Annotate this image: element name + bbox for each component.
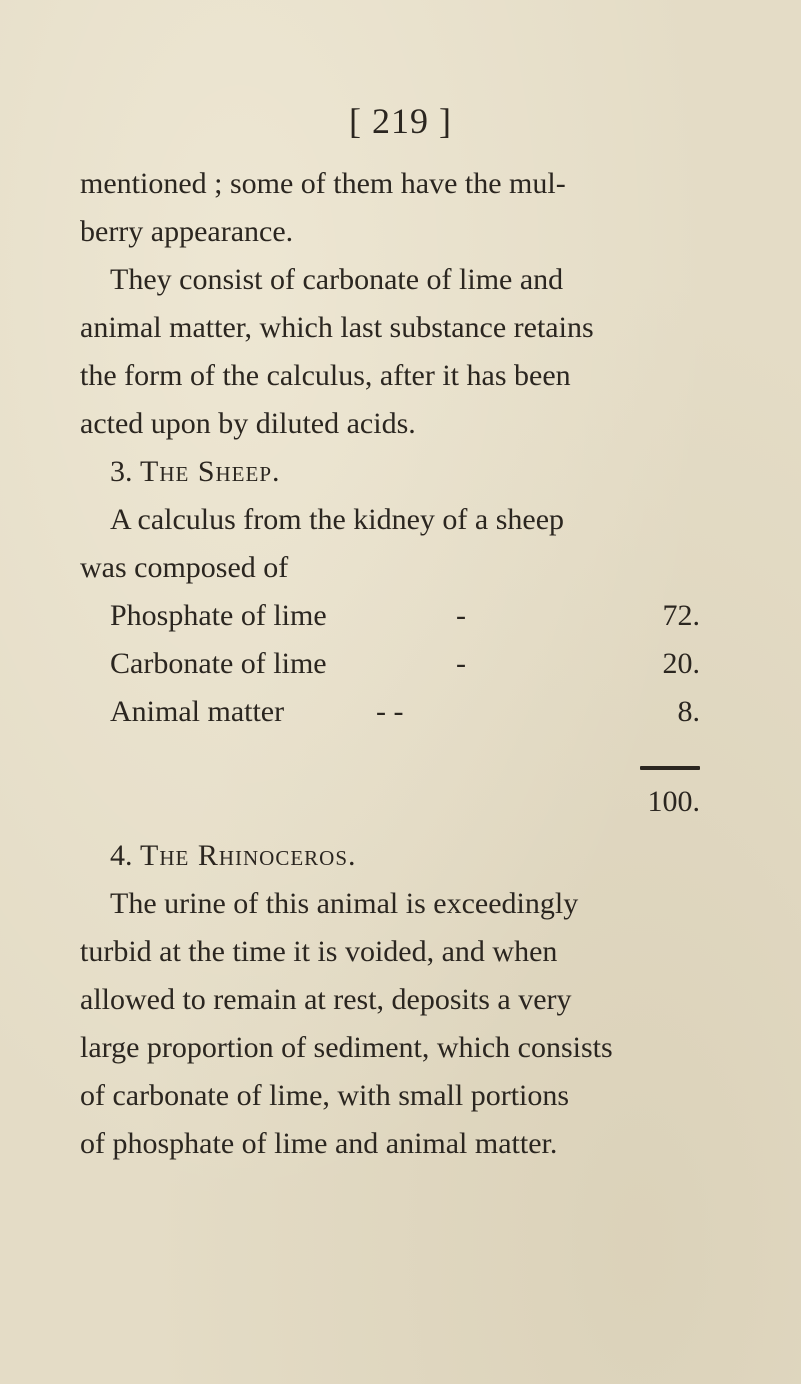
component-label: Animal matter: [110, 695, 285, 728]
sum-rule: [640, 766, 700, 770]
component-value: 8.: [677, 695, 700, 728]
total-value: 100.: [647, 785, 700, 818]
section-number: 4.: [110, 839, 133, 872]
text-line: mentioned ; some of them have the mul-: [80, 167, 566, 200]
text-line: the form of the calculus, after it has been: [80, 359, 571, 392]
section-number: 3.: [110, 455, 133, 488]
text-line: of phosphate of lime and animal matter.: [80, 1127, 558, 1160]
component-label: Phosphate of lime: [110, 599, 327, 632]
leader-dashes: -: [456, 599, 466, 632]
component-value: 20.: [662, 647, 700, 680]
table-row: [80, 592, 730, 640]
text-line: animal matter, which last substance retains: [80, 311, 594, 344]
section-title: The Rhinoceros.: [140, 839, 357, 872]
table-row: [80, 688, 730, 736]
table-row: [80, 640, 730, 688]
section-heading-rhinoceros: [80, 832, 730, 880]
page-number: [ 219 ]: [349, 101, 452, 141]
body-text: [80, 160, 730, 1168]
leader-dashes: -: [456, 647, 466, 680]
text-line: They consist of carbonate of lime and: [110, 263, 564, 296]
component-label: Carbonate of lime: [110, 647, 327, 680]
section-heading-sheep: [80, 448, 730, 496]
component-value: 72.: [662, 599, 700, 632]
text-line: The urine of this animal is exceedingly: [110, 887, 579, 920]
sum-rule-row: [80, 736, 730, 778]
text-line: A calculus from the kidney of a sheep: [110, 503, 565, 536]
text-line: turbid at the time it is voided, and when: [80, 935, 558, 968]
text-line: berry appearance.: [80, 215, 294, 248]
text-line: was composed of: [80, 551, 289, 584]
total-row: [80, 778, 730, 832]
text-line: allowed to remain at rest, deposits a very: [80, 983, 572, 1016]
text-line: acted upon by diluted acids.: [80, 407, 416, 440]
leader-dashes: - -: [376, 695, 404, 728]
text-line: large proportion of sediment, which consists: [80, 1031, 613, 1064]
section-title: The Sheep.: [140, 455, 281, 488]
text-line: of carbonate of lime, with small portions: [80, 1079, 570, 1112]
